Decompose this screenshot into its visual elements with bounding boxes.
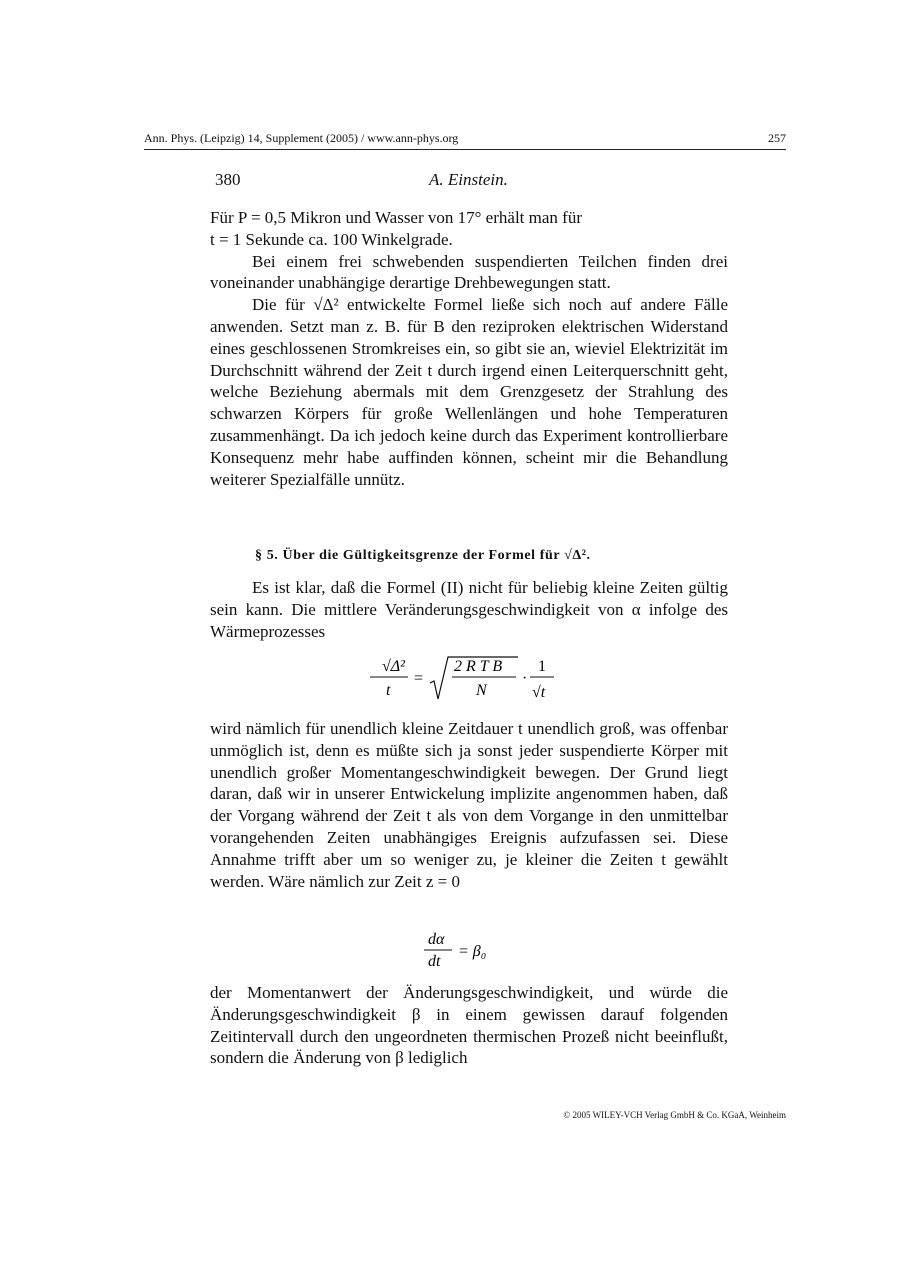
paragraph-1-line-1: Für P = 0,5 Mikron und Wasser von 17° erhält man für <box>210 208 582 227</box>
running-author: A. Einstein. <box>429 170 508 189</box>
paragraph-6: der Momentanwert der Änderungsgeschwindigkeit, und würde die Änderungsgeschwindigkeit β in einem gewissen darauf folgenden Zeitintervall durch den ungeordneten thermischen Prozeß nicht beeinflußt, sondern die Änderung von β lediglich <box>210 983 728 1068</box>
paragraph-3-rest: entwickelte Formel ließe sich noch auf andere Fälle anwenden. Setzt man z. B. für B den reziproken elektrischen Widerstand eines geschlossenen Stromkreises ein, so gibt sie an, wieviel Elektrizität im Durchschnitt während der Zeit t durch irgend einen Leiterquerschnitt geht, welche Beziehung abermals mit dem Grenzgesetz der Strahlung des schwarzen Körpers für große Wellenlängen und hohe Temperaturen zusammenhängt. Da ich jedoch keine durch das Experiment kontrollierbare Konsequenz mehr habe auffinden können, scheint mir die Behandlung weiterer Spezialfälle unnütz. <box>210 295 729 489</box>
paragraph-3 <box>210 294 728 490</box>
equation-1 <box>368 653 568 705</box>
eq1-root-numerator: 2 R T B <box>454 658 503 675</box>
text-block-4 <box>210 982 728 1069</box>
paragraph-3-lead: Die für <box>252 295 314 315</box>
text-block-2 <box>210 577 728 642</box>
eq1-lhs-denominator: t <box>386 682 391 699</box>
paragraph-1-line-2: t = 1 Sekunde ca. 100 Winkelgrade. <box>210 229 453 249</box>
eq1-dot: · <box>522 670 528 687</box>
eq1-frac-denominator: √t <box>532 684 546 701</box>
journal-header <box>144 131 786 150</box>
eq2-denominator: dt <box>428 953 441 970</box>
journal-citation: Ann. Phys. (Leipzig) 14, Supplement (2005) / www.ann-phys.org <box>144 131 459 145</box>
journal-page-number: 257 <box>768 131 786 145</box>
eq2-numerator: dα <box>428 931 445 948</box>
text-block-1 <box>210 207 728 490</box>
original-page-number: 380 <box>215 170 241 189</box>
text-block-3 <box>210 718 728 892</box>
copyright-footer: © 2005 WILEY-VCH Verlag GmbH & Co. KGaA, Weinheim <box>563 1110 786 1120</box>
eq1-root-denominator: N <box>476 682 487 699</box>
eq2-rhs: = β₀ <box>458 943 487 960</box>
equation-2 <box>424 930 534 970</box>
eq1-frac-numerator: 1 <box>538 658 546 675</box>
eq1-equals: = <box>414 670 424 687</box>
paragraph-5: wird nämlich für unendlich kleine Zeitdauer t unendlich groß, was offenbar unmöglich ist, denn es müßte sich ja sonst jeder suspendierte Körper mit unendlich großer Momentangeschwindigkeit bewegen. Der Grund liegt daran, daß wir in unserer Entwickelung implizite angenommen haben, daß der Vorgang während der Zeit t als von dem Vorgange in den unmittelbar vorangehenden Zeiten unabhängiges Ereignis aufzufassen sei. Diese Annahme trifft aber um so weniger zu, je kleiner die Zeiten t gewählt werden. Wäre nämlich zur Zeit z = 0 <box>210 719 728 891</box>
section-heading: § 5. Über die Gültigkeitsgrenze der Formel für √Δ². <box>255 548 591 563</box>
root-symbol: √Δ² <box>313 295 339 315</box>
paragraph-4: Es ist klar, daß die Formel (II) nicht für beliebig kleine Zeiten gültig sein kann. Die mittlere Veränderungsgeschwindigkeit von α infolge des Wärmeprozesses <box>210 578 728 641</box>
running-head <box>215 170 725 192</box>
paragraph-2: Bei einem frei schwebenden suspendierten Teilchen finden drei voneinander unabhängige derartige Drehbewegungen statt. <box>210 251 728 293</box>
eq1-lhs-numerator: √Δ² <box>382 658 405 675</box>
